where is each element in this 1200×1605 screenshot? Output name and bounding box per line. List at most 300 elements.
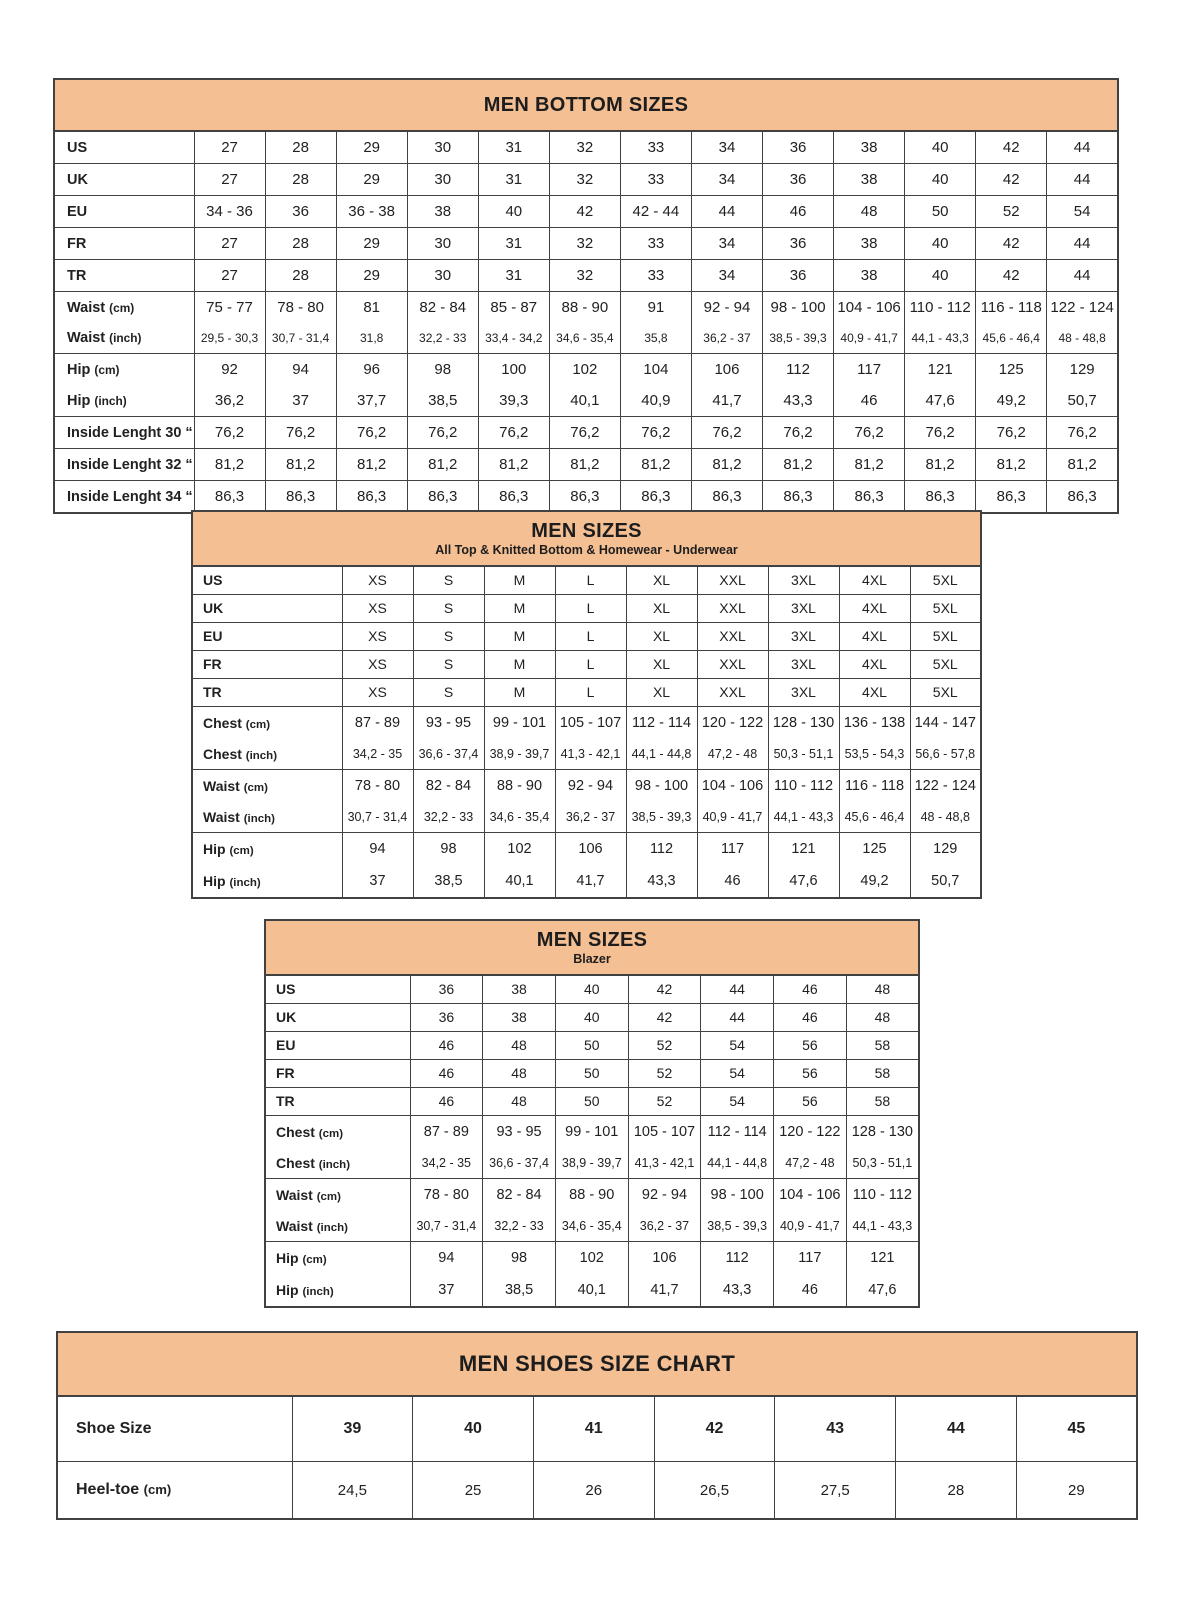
table-cell: 44 [1047, 164, 1118, 196]
table-cell: 42 [976, 164, 1047, 196]
table-cell: M [484, 594, 555, 622]
table-cell: 4XL [839, 594, 910, 622]
table-cell: 38,5 [407, 385, 478, 417]
table-cell: 34,2 - 35 [410, 1148, 483, 1179]
table-row [192, 594, 981, 622]
table-cell: 76,2 [336, 417, 407, 449]
table-row [265, 1148, 919, 1179]
table-cell: 98 [407, 354, 478, 386]
table-cell: 34,6 - 35,4 [549, 323, 620, 354]
table-cell: 5XL [910, 566, 981, 595]
table-cell: 30 [407, 260, 478, 292]
table-cell: 3XL [768, 594, 839, 622]
table-cell: 34 [691, 228, 762, 260]
table-title: MEN SIZES [531, 520, 642, 542]
table-cell: 34 [691, 260, 762, 292]
table-cell: 42 [976, 131, 1047, 164]
row-label: FR [192, 650, 342, 678]
table-cell: 76,2 [1047, 417, 1118, 449]
table-cell: XL [626, 566, 697, 595]
table-cell: L [555, 650, 626, 678]
row-label: EU [192, 622, 342, 650]
row-label-unit: (inch) [109, 331, 142, 345]
table-cell: 46 [774, 975, 847, 1004]
table-cell: XXL [697, 594, 768, 622]
table-cell: S [413, 622, 484, 650]
table-cell: 46 [834, 385, 905, 417]
table-cell: 91 [620, 292, 691, 324]
table-cell: 38,9 - 39,7 [484, 739, 555, 770]
table-cell: 40 [905, 228, 976, 260]
table-cell: 5XL [910, 650, 981, 678]
table-cell: 32,2 - 33 [483, 1211, 556, 1242]
table-cell: 38,5 [483, 1274, 556, 1307]
table-cell: 38 [483, 975, 556, 1004]
table-row [54, 131, 1118, 164]
table-cell: L [555, 566, 626, 595]
table-cell: 78 - 80 [265, 292, 336, 324]
table-cell: 3XL [768, 650, 839, 678]
table-cell: 38,9 - 39,7 [555, 1148, 628, 1179]
table-cell: 4XL [839, 650, 910, 678]
table-cell: 94 [410, 1241, 483, 1274]
table-cell: 49,2 [976, 385, 1047, 417]
table-cell: 117 [774, 1241, 847, 1274]
row-label: Waist (inch) [67, 330, 142, 346]
table-cell: 31 [478, 164, 549, 196]
table-cell: 42 [976, 228, 1047, 260]
table-cell: 42 [628, 1003, 701, 1031]
table-cell: 40,9 [620, 385, 691, 417]
table-cell: 54 [701, 1087, 774, 1115]
table-cell: 86,3 [834, 481, 905, 514]
row-label: UK [265, 1003, 410, 1031]
table-row [192, 622, 981, 650]
table-cell: 112 [701, 1241, 774, 1274]
table-cell: 40,1 [484, 865, 555, 898]
table-cell: 3XL [768, 566, 839, 595]
table-cell: XL [626, 622, 697, 650]
table-cell: 36 [410, 1003, 483, 1031]
table-cell: 86,3 [407, 481, 478, 514]
table-cell: 43,3 [626, 865, 697, 898]
table-cell: 81,2 [905, 449, 976, 481]
men-shoes-size-chart-table [56, 1331, 1138, 1520]
table-cell: 28 [265, 131, 336, 164]
table-cell: 47,6 [846, 1274, 919, 1307]
row-label-unit: (inch) [94, 393, 127, 408]
row-label: Waist (cm) [192, 769, 342, 802]
table-cell: L [555, 678, 626, 706]
table-cell: 44 [1047, 228, 1118, 260]
table-cell: 87 - 89 [342, 706, 413, 739]
table-cell: 102 [549, 354, 620, 386]
table-cell: 32 [549, 260, 620, 292]
table-cell: 36,6 - 37,4 [483, 1148, 556, 1179]
table-cell: 86,3 [336, 481, 407, 514]
table-cell: 116 - 118 [839, 769, 910, 802]
table-cell: 46 [410, 1087, 483, 1115]
table-cell: 50,7 [1047, 385, 1118, 417]
table-row [265, 1241, 919, 1274]
row-label: Shoe Size [76, 1420, 152, 1438]
table-cell: 44 [691, 196, 762, 228]
men-sizes-tops-table [191, 510, 982, 899]
table-cell: 32,2 - 33 [407, 323, 478, 354]
table-cell: 58 [846, 1087, 919, 1115]
row-label-unit: (cm) [143, 1482, 172, 1498]
row-label: Hip (cm) [192, 832, 342, 865]
row-label: Waist (cm) [54, 292, 194, 324]
table-cell: 28 [265, 164, 336, 196]
table-cell: 128 - 130 [768, 706, 839, 739]
table-cell: 5XL [910, 678, 981, 706]
table-cell: XL [626, 678, 697, 706]
table-cell: 47,6 [905, 385, 976, 417]
table-cell: 47,6 [768, 865, 839, 898]
table-header-band [57, 1332, 1137, 1396]
table-cell: 30 [407, 164, 478, 196]
table-cell: 41,7 [628, 1274, 701, 1307]
table-cell: 52 [628, 1031, 701, 1059]
table-row [192, 769, 981, 802]
table-row [54, 292, 1118, 324]
table-cell: 38,5 - 39,3 [626, 802, 697, 833]
table-cell: 86,3 [1047, 481, 1118, 514]
table-cell: XXL [697, 566, 768, 595]
table-cell: 82 - 84 [407, 292, 478, 324]
table-cell: S [413, 650, 484, 678]
row-label: UK [192, 594, 342, 622]
table-cell: 110 - 112 [905, 292, 976, 324]
table-row [54, 417, 1118, 449]
table-cell: 100 [478, 354, 549, 386]
table-cell: 44,1 - 44,8 [701, 1148, 774, 1179]
table-cell: 81,2 [407, 449, 478, 481]
table-title: MEN SIZES [536, 929, 648, 951]
table-cell: S [413, 566, 484, 595]
table-row [54, 164, 1118, 196]
table-row [265, 1031, 919, 1059]
table-cell: 81,2 [620, 449, 691, 481]
table-cell: 34 [691, 164, 762, 196]
table-cell: 129 [910, 832, 981, 865]
table-cell: 82 - 84 [413, 769, 484, 802]
table-cell: 27 [194, 131, 265, 164]
table-cell: 136 - 138 [839, 706, 910, 739]
table-cell: 46 [774, 1274, 847, 1307]
table-cell: 36,6 - 37,4 [413, 739, 484, 770]
table-cell: 30 [407, 228, 478, 260]
row-label-unit: (cm) [243, 781, 268, 794]
table-cell: 41,3 - 42,1 [628, 1148, 701, 1179]
table-cell: 104 - 106 [774, 1178, 847, 1211]
table-cell: 48 [846, 975, 919, 1004]
table-row [265, 1003, 919, 1031]
table-cell: 38 [834, 164, 905, 196]
table-cell: 106 [628, 1241, 701, 1274]
table-cell: 46 [774, 1003, 847, 1031]
table-cell: 92 - 94 [555, 769, 626, 802]
row-label: FR [265, 1059, 410, 1087]
table-cell: 38 [407, 196, 478, 228]
row-label-unit: (cm) [229, 844, 254, 857]
table-cell: L [555, 594, 626, 622]
table-title: MEN SHOES SIZE CHART [458, 1351, 736, 1376]
table-cell: 48 [834, 196, 905, 228]
table-cell: 102 [555, 1241, 628, 1274]
table-cell: 76,2 [834, 417, 905, 449]
table-cell: 81,2 [763, 449, 834, 481]
table-cell: 39,3 [478, 385, 549, 417]
table-row [192, 865, 981, 898]
table-cell: M [484, 622, 555, 650]
table-cell: 30,7 - 31,4 [410, 1211, 483, 1242]
table-cell: 36 [763, 131, 834, 164]
men-bottom-sizes-table [53, 78, 1119, 514]
table-cell: 86,3 [905, 481, 976, 514]
table-cell: 121 [768, 832, 839, 865]
table-cell: 45,6 - 46,4 [976, 323, 1047, 354]
table-row [192, 566, 981, 595]
table-cell: 50 [905, 196, 976, 228]
table-cell: 92 - 94 [691, 292, 762, 324]
table-cell: 28 [265, 228, 336, 260]
table-cell: 40,9 - 41,7 [697, 802, 768, 833]
table-cell: 40,9 - 41,7 [834, 323, 905, 354]
row-label: Hip (cm) [54, 354, 194, 386]
table-cell: 42 [976, 260, 1047, 292]
table-cell: 41,7 [691, 385, 762, 417]
table-cell: 38 [834, 260, 905, 292]
table-row [57, 1396, 1137, 1462]
table-cell: XS [342, 566, 413, 595]
table-cell: 93 - 95 [483, 1115, 556, 1148]
table-cell: 99 - 101 [484, 706, 555, 739]
table-row [265, 1274, 919, 1307]
table-row [265, 1211, 919, 1242]
table-cell: 86,3 [620, 481, 691, 514]
table-cell: M [484, 650, 555, 678]
table-cell: 27 [194, 260, 265, 292]
row-label: US [276, 981, 296, 998]
table-cell: 28 [265, 260, 336, 292]
table-row [265, 1059, 919, 1087]
table-row [54, 260, 1118, 292]
table-cell: 76,2 [905, 417, 976, 449]
table-cell: 31 [478, 228, 549, 260]
table-cell: 37 [265, 385, 336, 417]
table-cell: 85 - 87 [478, 292, 549, 324]
table-cell: 144 - 147 [910, 706, 981, 739]
table-cell: 46 [763, 196, 834, 228]
table-cell: 36,2 - 37 [555, 802, 626, 833]
table-cell: XL [626, 650, 697, 678]
men-sizes-blazer-table [264, 919, 920, 1308]
table-cell: 76,2 [620, 417, 691, 449]
table-row [54, 385, 1118, 417]
table-row [192, 706, 981, 739]
table-cell: 104 - 106 [697, 769, 768, 802]
table-cell: 4XL [839, 678, 910, 706]
table-row [54, 354, 1118, 386]
table-cell: 56 [774, 1087, 847, 1115]
table-cell: 44 [1047, 131, 1118, 164]
row-label: Chest (cm) [192, 706, 342, 739]
table-cell: 36 [763, 228, 834, 260]
table-cell: 45,6 - 46,4 [839, 802, 910, 833]
table-cell: 33,4 - 34,2 [478, 323, 549, 354]
row-label: Chest (cm) [265, 1115, 410, 1148]
table-cell: 44,1 - 43,3 [846, 1211, 919, 1242]
table-cell: 48 [483, 1087, 556, 1115]
table-cell: 4XL [839, 566, 910, 595]
table-cell: 81,2 [336, 449, 407, 481]
table-cell: 92 [194, 354, 265, 386]
row-label-unit: (inch) [229, 876, 261, 889]
table-cell: 4XL [839, 622, 910, 650]
row-label: Waist (inch) [276, 1217, 348, 1234]
row-label: Chest (inch) [203, 745, 278, 762]
table-cell: 120 - 122 [697, 706, 768, 739]
table-cell: 86,3 [265, 481, 336, 514]
table-cell: 41,3 - 42,1 [555, 739, 626, 770]
table-cell: 26 [533, 1462, 654, 1520]
table-cell: 29 [336, 228, 407, 260]
table-cell: 49,2 [839, 865, 910, 898]
table-cell: 122 - 124 [910, 769, 981, 802]
table-cell: 36 [410, 975, 483, 1004]
table-cell: 87 - 89 [410, 1115, 483, 1148]
table-cell: 52 [628, 1087, 701, 1115]
table-cell: 40 [478, 196, 549, 228]
table-cell: 98 - 100 [701, 1178, 774, 1211]
table-cell: 98 [483, 1241, 556, 1274]
table-cell: 35,8 [620, 323, 691, 354]
table-title: MEN BOTTOM SIZES [483, 94, 689, 116]
table-cell: 52 [976, 196, 1047, 228]
table-cell: 43,3 [763, 385, 834, 417]
table-cell: 37 [410, 1274, 483, 1307]
table-cell: 81,2 [265, 449, 336, 481]
table-cell: 86,3 [763, 481, 834, 514]
table-cell: 45 [1016, 1396, 1137, 1462]
table-cell: 48 - 48,8 [910, 802, 981, 833]
table-cell: 116 - 118 [976, 292, 1047, 324]
table-cell: 46 [410, 1031, 483, 1059]
table-cell: 40 [905, 260, 976, 292]
table-cell: 81,2 [976, 449, 1047, 481]
table-cell: 76,2 [691, 417, 762, 449]
table-cell: 34 - 36 [194, 196, 265, 228]
table-cell: 32 [549, 131, 620, 164]
table-cell: 76,2 [549, 417, 620, 449]
table-row [54, 196, 1118, 228]
table-cell: 86,3 [976, 481, 1047, 514]
table-row [54, 449, 1118, 481]
table-cell: 40 [905, 164, 976, 196]
table-cell: 120 - 122 [774, 1115, 847, 1148]
table-cell: 56 [774, 1059, 847, 1087]
table-row [192, 832, 981, 865]
table-cell: 44 [701, 975, 774, 1004]
table-cell: 47,2 - 48 [697, 739, 768, 770]
table-cell: 33 [620, 131, 691, 164]
table-cell: 81,2 [1047, 449, 1118, 481]
table-cell: XXL [697, 622, 768, 650]
table-row [54, 323, 1118, 354]
row-label: Waist (inch) [203, 808, 275, 825]
table-row [265, 1178, 919, 1211]
table-cell: 78 - 80 [410, 1178, 483, 1211]
row-label: US [67, 139, 88, 156]
table-cell: 129 [1047, 354, 1118, 386]
table-cell: L [555, 622, 626, 650]
table-cell: 54 [1047, 196, 1118, 228]
table-cell: 38 [483, 1003, 556, 1031]
table-cell: XS [342, 678, 413, 706]
table-cell: 43,3 [701, 1274, 774, 1307]
table-cell: 36 - 38 [336, 196, 407, 228]
table-cell: 42 [654, 1396, 775, 1462]
row-label-unit: (cm) [318, 1127, 344, 1140]
table-cell: 93 - 95 [413, 706, 484, 739]
row-label: TR [192, 678, 342, 706]
table-cell: 112 - 114 [626, 706, 697, 739]
table-cell: 32,2 - 33 [413, 802, 484, 833]
table-cell: 76,2 [976, 417, 1047, 449]
table-cell: 112 [763, 354, 834, 386]
table-cell: 36 [265, 196, 336, 228]
table-cell: 38,5 - 39,3 [701, 1211, 774, 1242]
table-cell: 50 [555, 1087, 628, 1115]
row-label-unit: (inch) [243, 812, 275, 825]
table-row [54, 481, 1118, 514]
table-cell: 30 [407, 131, 478, 164]
table-cell: 44,1 - 43,3 [905, 323, 976, 354]
table-cell: 88 - 90 [555, 1178, 628, 1211]
table-cell: 112 [626, 832, 697, 865]
row-label: TR [265, 1087, 410, 1115]
table-subtitle: Blazer [573, 952, 611, 966]
table-cell: 40 [555, 1003, 628, 1031]
table-cell: 41,7 [555, 865, 626, 898]
table-cell: 50 [555, 1059, 628, 1087]
table-cell: XS [342, 650, 413, 678]
table-cell: 117 [834, 354, 905, 386]
table-cell: 40,9 - 41,7 [774, 1211, 847, 1242]
row-label-unit: (cm) [302, 1253, 327, 1266]
table-cell: 29 [336, 260, 407, 292]
table-cell: S [413, 594, 484, 622]
table-cell: 36,2 - 37 [691, 323, 762, 354]
row-label: EU [54, 196, 194, 228]
table-cell: 34,2 - 35 [342, 739, 413, 770]
row-label-unit: (inch) [318, 1158, 351, 1171]
table-cell: 33 [620, 164, 691, 196]
table-cell: 96 [336, 354, 407, 386]
table-cell: 117 [697, 832, 768, 865]
table-cell: 36 [763, 164, 834, 196]
table-cell: 38 [834, 131, 905, 164]
table-cell: 54 [701, 1059, 774, 1087]
table-cell: 105 - 107 [628, 1115, 701, 1148]
table-cell: 24,5 [292, 1462, 413, 1520]
table-cell: 106 [555, 832, 626, 865]
table-cell: 44 [701, 1003, 774, 1031]
table-cell: 36,2 - 37 [628, 1211, 701, 1242]
table-cell: 88 - 90 [484, 769, 555, 802]
